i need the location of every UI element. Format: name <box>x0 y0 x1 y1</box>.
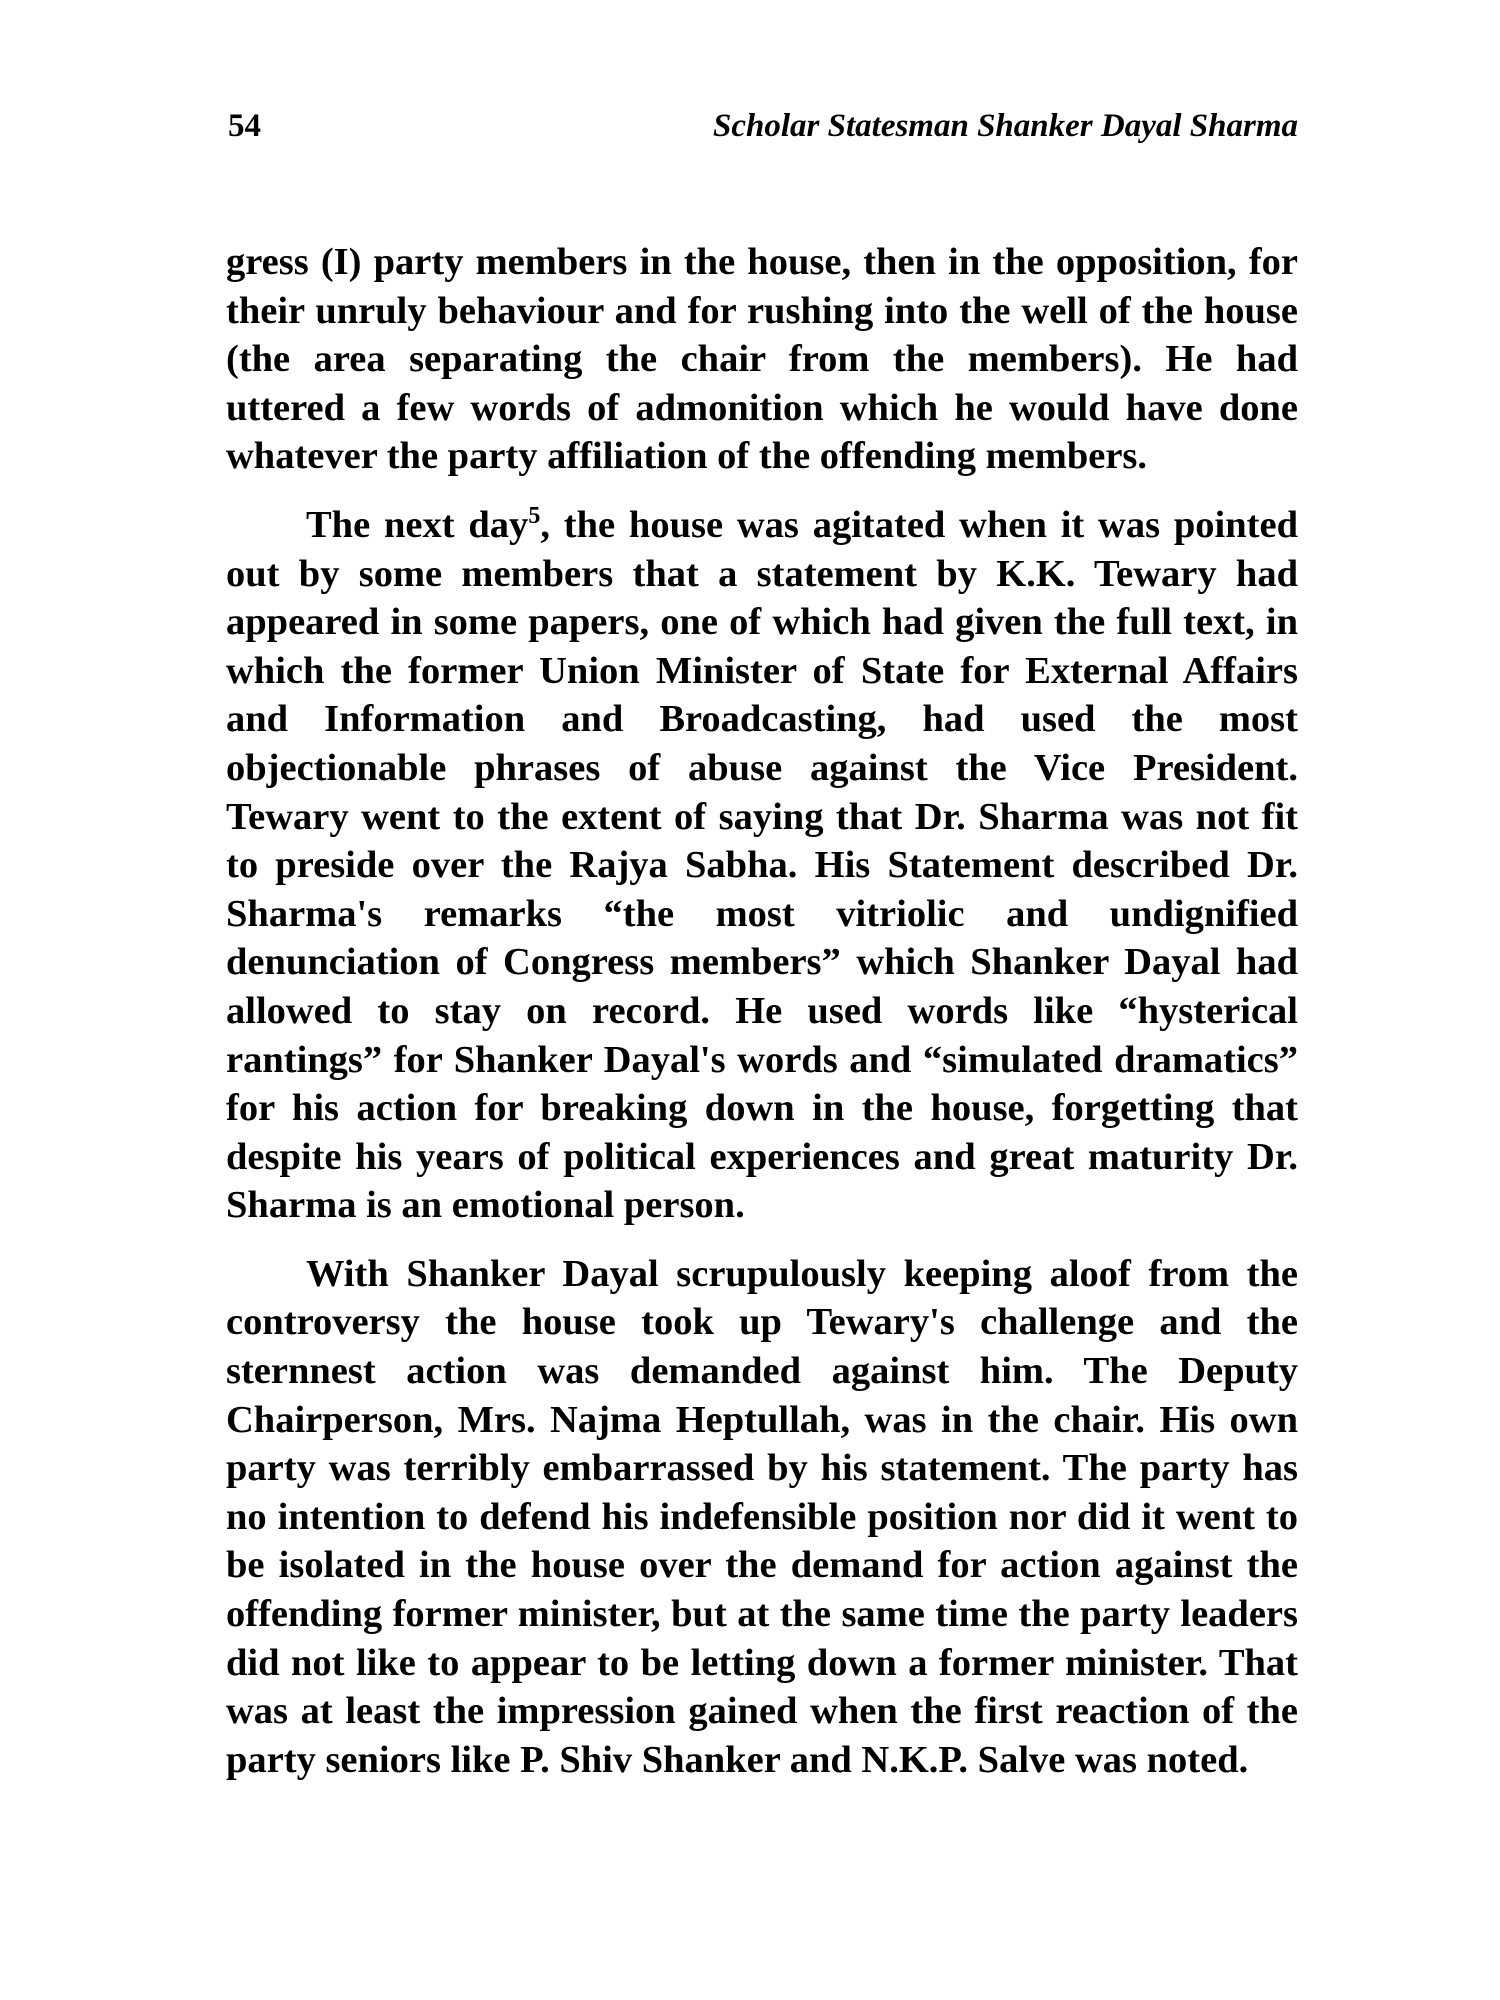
paragraph-2-start: The next day <box>306 503 529 546</box>
paragraph-3: With Shanker Dayal scrupulously keeping aloof from the controversy the house took up Tewary's challenge and the sternnest action was demanded against him. The Deputy Chairperson, Mrs. Najma Heptullah, was in the chair. His own party was terribly embarrassed by his statement. The party has no intention to defend his indefensible position nor did it went to be isolated in the house over the demand for action against the offending former minister, but at the same time the party leaders did not like to appear to be letting down a former minister. That was at least the impression gained when the first reaction of the party seniors like P. Shiv Shanker and N.K.P. Salve was noted. <box>226 1252 1298 1781</box>
running-head <box>228 108 1298 156</box>
paragraph-1: gress (I) party members in the house, then in the opposition, for their unruly behaviour and for rushing into the well of the house (the area separating the chair from the members). He had uttered a few words of admonition which he would have done whatever the party affiliation of the offending members. <box>226 241 1298 478</box>
footnote-reference[interactable]: 5 <box>528 503 541 530</box>
page-number: 54 <box>228 108 261 144</box>
paragraph-2-rest: , the house was agitated when it was pointed out by some members that a statement by K.K. Tewary had appeared in some papers, one of which had given the full text, in which the former Union Minister of State for External Affairs and Information and Broadcasting, had used the most objectionable phrases of abuse against the Vice President. Tewary went to the extent of saying that Dr. Sharma was not fit to preside over the Rajya Sabha. His Statement described Dr. Sharma's remarks “the most vitriolic and undignified denunciation of Congress members” which Shanker Dayal had allowed to stay on record. He used words like “hysterical rantings” for Shanker Dayal's words and “simulated dramatics” for his action for breaking down in the house, forgetting that despite his years of political experiences and great maturity Dr. Sharma is an emotional person. <box>226 503 1298 1227</box>
body-text <box>226 238 1298 1804</box>
book-title: Scholar Statesman Shanker Dayal Sharma <box>713 108 1298 144</box>
paragraph-2 <box>226 501 1298 1230</box>
